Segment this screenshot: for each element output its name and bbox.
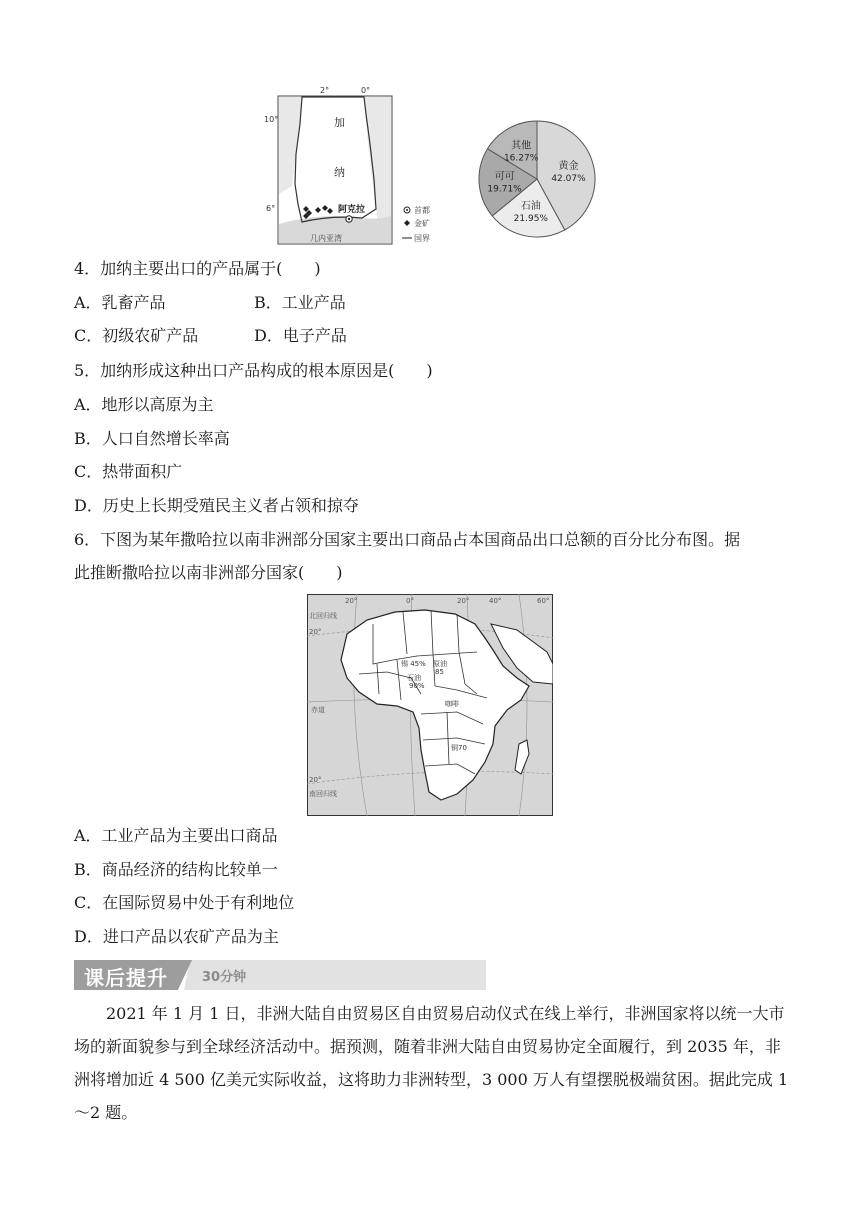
africa-lon-label: 0° xyxy=(406,597,414,605)
option-a[interactable]: A．乳畜产品 xyxy=(74,293,166,312)
capital-label: 阿克拉 xyxy=(338,205,366,215)
export-annotation: 铜70 xyxy=(451,744,467,752)
africa-lon-label: 40° xyxy=(489,597,502,605)
export-annotation: 咖啡 xyxy=(445,700,459,708)
question-6-stem-line-2: 此推断撒哈拉以南非洲部分国家( ) xyxy=(74,563,343,582)
pie-slice-value: 16.27% xyxy=(503,153,539,164)
option-a[interactable]: A．地形以高原为主 xyxy=(74,395,214,414)
section-title: 课后提升 xyxy=(84,966,168,990)
passage xyxy=(74,997,792,1129)
option-b[interactable]: B．商品经济的结构比较单一 xyxy=(74,860,278,879)
question-4-options-row-1 xyxy=(74,292,346,314)
question-4-options-row-2 xyxy=(74,325,347,347)
pie-slice-value: 21.95% xyxy=(513,213,548,224)
africa-lat-label: 20° xyxy=(309,776,322,784)
tropic-north-label: 北回归线 xyxy=(309,612,337,620)
africa-lon-label: 20° xyxy=(345,597,358,605)
export-annotation: 原油 xyxy=(433,660,447,668)
africa-lat-label: 20° xyxy=(309,628,322,636)
option-a[interactable]: A．工业产品为主要出口商品 xyxy=(74,826,278,845)
pie-slice-value: 19.71% xyxy=(487,184,522,195)
africa-lon-label: 60° xyxy=(537,597,550,605)
legend-border: 国界 xyxy=(414,234,430,243)
option-b[interactable]: B．工业产品 xyxy=(254,293,346,312)
africa-export-map xyxy=(307,594,553,816)
option-d[interactable]: D．历史上长期受殖民主义者占领和掠夺 xyxy=(74,496,359,515)
option-c[interactable]: C．在国际贸易中处于有利地位 xyxy=(74,893,295,912)
question-4-stem: 4．加纳主要出口的产品属于( ) xyxy=(74,259,321,278)
export-pie-chart xyxy=(476,118,598,240)
africa-lon-label: 20° xyxy=(457,597,470,605)
option-c[interactable]: C．初级农矿产品 xyxy=(74,326,199,345)
option-d[interactable]: D．进口产品以农矿产品为主 xyxy=(74,927,279,946)
option-b[interactable]: B．人口自然增长率高 xyxy=(74,429,230,448)
section-duration: 30分钟 xyxy=(202,970,247,985)
pie-slice-label: 黄金 xyxy=(558,160,579,172)
ghana-lat-label: 10° xyxy=(264,115,279,124)
ghana-lon-label: 2° xyxy=(320,86,330,95)
option-d[interactable]: D．电子产品 xyxy=(254,326,347,345)
section-banner xyxy=(74,960,486,990)
equator-label: 赤道 xyxy=(311,706,325,714)
ghana-country-char: 纳 xyxy=(334,166,345,179)
export-annotation: 90% xyxy=(409,682,425,690)
legend-gold: 金矿 xyxy=(414,219,430,228)
ghana-lon-label: 0° xyxy=(361,86,371,95)
export-annotation: 石油 xyxy=(407,674,421,682)
question-5-stem: 5．加纳形成这种出口产品构成的根本原因是( ) xyxy=(74,361,433,380)
ghana-country-char: 加 xyxy=(334,116,345,129)
ghana-lat-label: 6° xyxy=(266,204,276,213)
pie-slice-label: 石油 xyxy=(520,200,541,212)
sea-label: 几内亚湾 xyxy=(310,234,342,243)
option-c[interactable]: C．热带面积广 xyxy=(74,462,183,481)
export-annotation: 85 xyxy=(435,668,444,676)
tropic-south-label: 南回归线 xyxy=(309,790,337,798)
pie-slice-label: 其他 xyxy=(511,140,532,152)
question-6-stem-line-1: 6．下图为某年撒哈拉以南非洲部分国家主要出口商品占本国商品出口总额的百分比分布图。据 xyxy=(74,530,741,549)
legend-capital: 首都 xyxy=(414,206,430,215)
export-annotation: 锡 45% xyxy=(401,660,426,668)
ghana-map-figure xyxy=(262,84,452,250)
passage-text: 2021 年 1 月 1 日，非洲大陆自由贸易区自由贸易启动仪式在线上举行，非洲国家将以统一大市场的新面貌参与到全球经济活动中。据预测，随着非洲大陆自由贸易协定全面履行，到 2035 年，非洲将增加近 4 500 亿美元实际收益，这将助力非洲转型，3 000 万人有望摆脱极端贫困。据此完成 1～2 题。 xyxy=(74,1004,789,1122)
pie-slice-value: 42.07% xyxy=(551,173,586,184)
pie-slice-label: 可可 xyxy=(494,171,515,183)
